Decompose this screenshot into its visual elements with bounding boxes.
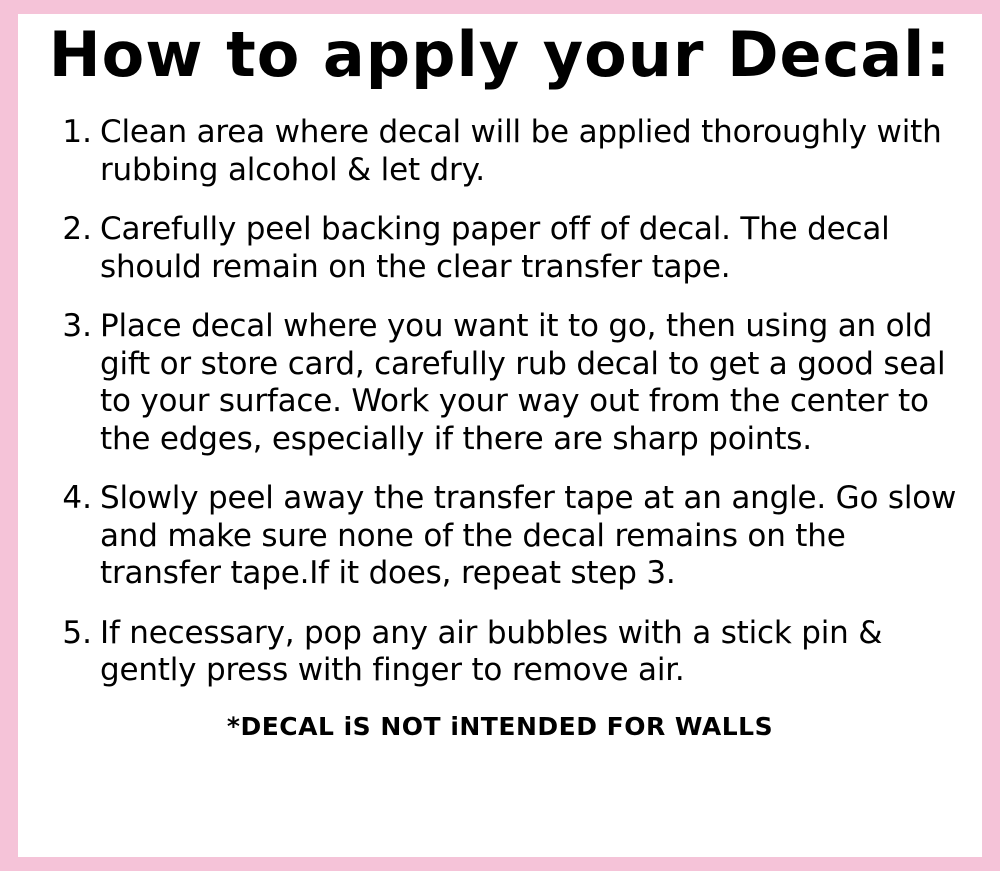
step-text: Clean area where decal will be applied thoroughly with rubbing alcohol & let dry.	[100, 114, 942, 188]
step-text: Place decal where you want it to go, then using an old gift or store card, carefully rub decal to get a good seal to your surface. Work your way out from the center to the edges, especially if there are sharp points.	[100, 308, 946, 457]
step-number: 3.	[62, 308, 92, 344]
list-item	[58, 308, 960, 458]
instruction-card	[18, 14, 982, 857]
step-number: 5.	[62, 614, 92, 651]
footer-note: *DECAL iS NOT iNTENDED FOR WALLS	[226, 711, 774, 741]
page-title: How to apply your Decal:	[48, 18, 952, 91]
list-item	[58, 615, 960, 690]
step-text: Slowly peel away the transfer tape at an angle. Go slow and make sure none of the decal remains on the transfer tape.If it does, repeat step 3.	[100, 480, 957, 591]
step-number: 1.	[62, 114, 92, 150]
step-number: 4.	[62, 480, 92, 516]
list-item	[58, 211, 960, 286]
step-number: 2.	[62, 211, 92, 247]
list-item	[58, 480, 960, 593]
step-text: Carefully peel backing paper off of decal. The decal should remain on the clear transfer tape.	[100, 211, 890, 285]
list-item	[58, 114, 960, 189]
step-text: If necessary, pop any air bubbles with a stick pin & gently press with finger to remove air.	[100, 614, 883, 688]
steps-list	[18, 114, 982, 690]
